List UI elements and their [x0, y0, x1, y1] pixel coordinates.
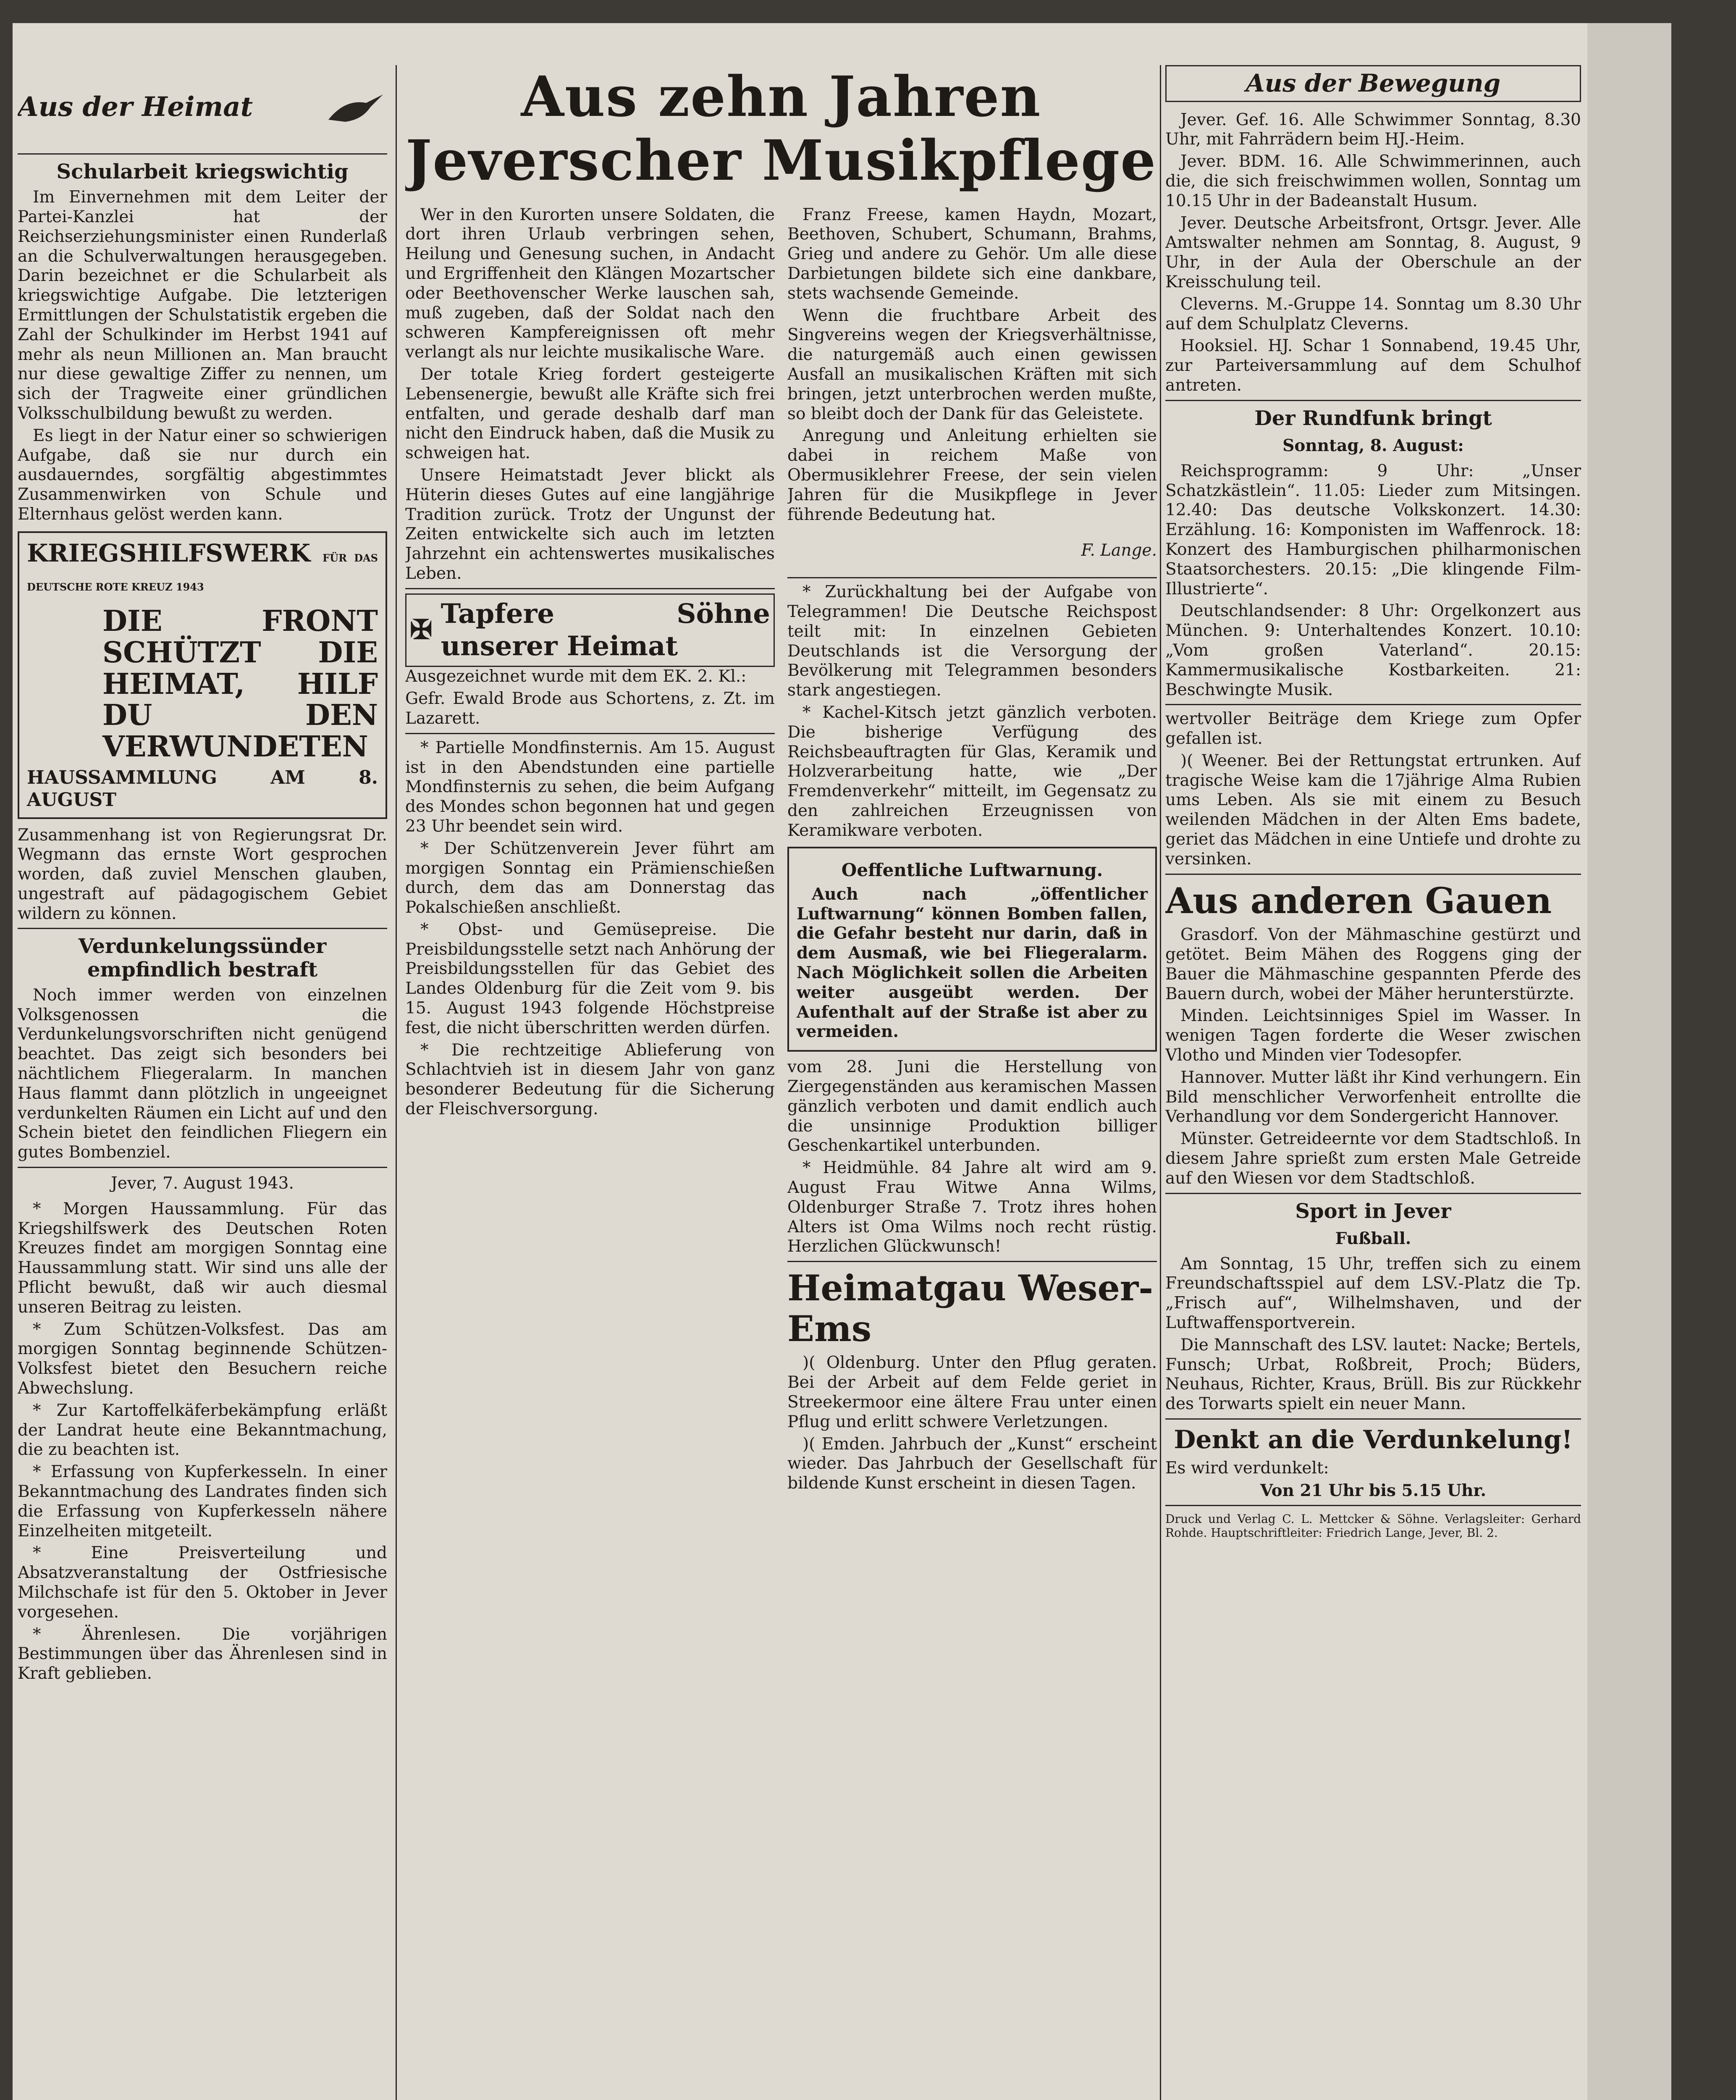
imprint: Druck und Verlag C. L. Mettcker & Söhne. Verlagsleiter: Gerhard Rohde. Hauptschriftleiter: Friedrich Lange, Jever, Bl. 2. [1165, 1512, 1581, 1540]
divider [1165, 1193, 1581, 1194]
ad-date: HAUSSAMMLUNG AM 8. AUGUST [27, 766, 378, 811]
news-item: Cleverns. M.-Gruppe 14. Sonntag um 8.30 Uhr auf dem Schulplatz Cleverns. [1165, 294, 1581, 333]
news-item: Am Sonntag, 15 Uhr, treffen sich zu einem Freundschaftsspiel auf dem LSV.-Platz die Tp. „Frisch auf“, Wilhelmshaven, und der Luftwaffensportverein. [1165, 1254, 1581, 1332]
newspaper-page [13, 23, 1671, 2100]
heimat-title: Aus der Heimat [18, 91, 253, 123]
article-paragraph: Im Einvernehmen mit dem Leiter der Partei-Kanzlei hat der Reichserziehungsminister einen Runderlaß an die Schulverwaltungen herausgegeben. Darin bezeichnet er die Schularbeit als kriegswichtige Aufgabe. Die letzterigen Ermittlungen der Schulstatistik ergeben die Zahl der Schulkinder im Herbst 1941 auf mehr als neun Millionen an. Man braucht nur diese gewaltige Ziffer zu nennen, um sich der Tragweite einer gründlichen Volksschulbildung bewußt zu werden. [18, 188, 387, 423]
news-item: * Ährenlesen. Die vorjährigen Bestimmungen über das Ährenlesen sind in Kraft geblieben. [18, 1625, 387, 1683]
iron-cross-icon: ✠ [410, 614, 433, 646]
news-item: * Partielle Mondfinsternis. Am 15. August ist in den Abendstunden eine partielle Mondfinsternis zu sehen, die beim Aufgang des Mondes schon begonnen hat und gegen 23 Uhr beendet sein wird. [405, 738, 775, 836]
luftwarnung-box [787, 847, 1157, 1052]
divider [787, 1261, 1157, 1262]
news-item: Jever. Gef. 16. Alle Schwimmer Sonntag, 8.30 Uhr, mit Fahrrädern beim HJ.-Heim. [1165, 110, 1581, 149]
headline-verdunkelung: Verdunkelungssünder empfindlich bestraft [78, 934, 327, 982]
headline-schularbeit: Schularbeit kriegswichtig [56, 160, 349, 184]
headline-sport: Sport in Jever [1295, 1199, 1451, 1223]
soehne-header [405, 593, 775, 667]
rundfunk-date: Sonntag, 8. August: [1282, 436, 1464, 455]
article-paragraph: Franz Freese, kamen Haydn, Mozart, Beethoven, Schubert, Schumann, Brahms, Grieg und andere zu Gehör. Um alle diese Darbietungen bildete sich eine dankbare, stets wachsende Gemeinde. [787, 205, 1157, 303]
article-paragraph: Unsere Heimatstadt Jever blickt als Hüterin dieses Gutes auf eine langjährige Tradition zurück. Trotz der Ungunst der Zeiten entwickelte sich auch im letzten Jahrzehnt ein achtenswertes musikalisches Leben. [405, 465, 775, 583]
news-item: * Zum Schützen-Volksfest. Das am morgigen Sonntag beginnende Schützen-Volksfest bietet den Besuchern reiche Abwechslung. [18, 1320, 387, 1398]
soehne-title: Tapfere Söhne unserer Heimat [441, 598, 770, 662]
luftwarnung-text: Auch nach „öffentlicher Luftwarnung“ können Bomben fallen, die Gefahr besteht nur darin, daß in dem Ausmaß, wie bei Fliegeralarm. Nach Möglichkeit sollen die Arbeiten weiter ausgeübt werden. Der Aufenthalt auf der Straße ist aber zu vermeiden. [797, 884, 1148, 1042]
news-item: * Zurückhaltung bei der Aufgabe von Telegrammen! Die Deutsche Reichspost teilt mit: In einzelnen Gebieten Deutschlands ist die Versorgung der Bevölkerung mit Telegrammen besonders stark angestiegen. [787, 583, 1157, 700]
notice-line: Es wird verdunkelt: [1165, 1458, 1329, 1478]
article-paragraph: vom 28. Juni die Herstellung von Ziergegenständen aus keramischen Massen gänzlich verboten und damit endlich auch die unsinnige Produktion billiger Geschenkartikel unterbunden. [787, 1058, 1157, 1155]
dateline: Jever, 7. August 1943. [111, 1174, 294, 1193]
subheadline-fussball: Fußball. [1335, 1228, 1411, 1248]
news-item: * Der Schützenverein Jever führt am morgigen Sonntag ein Prämienschießen durch, dem das am Donnerstag das Pokalschießen anschließt. [405, 839, 775, 917]
divider [1165, 704, 1581, 705]
divider [18, 928, 387, 929]
headline-verdunkelung-notice: Denkt an die Verdunkelung! [1174, 1425, 1573, 1454]
news-item: * Zur Kartoffelkäferbekämpfung erläßt der Landrat heute eine Bekanntmachung, die zu beachten ist. [18, 1401, 387, 1460]
ad-subtitle: FÜR DAS DEUTSCHE ROTE KREUZ 1943 [27, 551, 378, 593]
news-item: * Die rechtzeitige Ablieferung von Schlachtvieh ist in diesem Jahr von ganz besonderer Bedeutung für die Sicherung der Fleischversorgung. [405, 1040, 775, 1119]
bewegung-masthead: Aus der Bewegung [1165, 65, 1581, 102]
divider [18, 1167, 387, 1168]
headline-gauen: Aus anderen Gauen [1165, 879, 1552, 921]
news-item: Die Mannschaft des LSV. lautet: Nacke; Bertels, Funsch; Urbat, Roßbreit, Proch; Büders, Neuhaus, Richter, Kraus, Brüll. Bis zur Rückkehr des Torwarts spielt ein neuer Mann. [1165, 1335, 1581, 1414]
award-line: Ausgezeichnet wurde mit dem EK. 2. Kl.: [405, 667, 747, 686]
news-item: Hooksiel. HJ. Schar 1 Sonnabend, 19.45 Uhr, zur Parteiversammlung auf dem Schulhof antreten. [1165, 336, 1581, 395]
news-item: Jever. Deutsche Arbeitsfront, Ortsgr. Jever. Alle Amtswalter nehmen am Sonntag, 8. August, 9 Uhr, in der Aula der Oberschule an der Kreisschulung teil. [1165, 213, 1581, 291]
radio-listing: Reichsprogramm: 9 Uhr: „Unser Schatzkästlein“. 11.05: Lieder zum Mitsingen. 12.40: Das deutsche Volkskonzert. 14.30: Erzählung. 16: Komponisten im Waffenrock. 18: Konzert des Hamburgischen philharmonischen Staatsorchesters. 20.15: „Die klingende Film-Illustrierte“. [1165, 461, 1581, 598]
article-paragraph: Es liegt in der Natur einer so schwierigen Aufgabe, daß sie nur durch ein ausdauerndes, sorgfältig abgestimmtes Zusammenwirken von Schule und Elternhaus gelöst werden kann. [18, 426, 387, 524]
notice-line: Von 21 Uhr bis 5.15 Uhr. [1260, 1480, 1487, 1500]
center-subcolumn-left [405, 205, 775, 2100]
column-left [18, 65, 387, 2100]
heimat-masthead [18, 65, 387, 149]
news-item: * Eine Preisverteilung und Absatzveranstaltung der Ostfriesische Milchschafe ist für den 5. Oktober in Jever vorgesehen. [18, 1544, 387, 1622]
ad-title: KRIEGSHILFSWERK [27, 538, 311, 567]
divider [405, 733, 775, 734]
article-paragraph: Noch immer werden von einzelnen Volksgenossen die Verdunkelungsvorschriften nicht genügend beachtet. Das zeigt sich besonders bei nächtlichem Fliegeralarm. In manchen Haus flammt dann plötzlich in ungeeignet verdunkelten Räumen ein Licht auf und den Schein bietet den feindlichen Fliegern ein gutes Bombenziel. [18, 985, 387, 1162]
main-headline: Aus zehn Jahren Jeverscher Musikpflege [405, 65, 1157, 193]
divider [18, 153, 387, 155]
article-paragraph: Anregung und Anleitung erhielten sie dabei in reichem Maße von Obermusiklehrer Freese, der sein vielen Jahren für die Musikpflege in Jever führende Bedeutung hat. [787, 426, 1157, 524]
news-item: )( Oldenburg. Unter den Pflug geraten. Bei der Arbeit auf dem Felde geriet in Streekermoor eine ältere Frau unter einen Pflug und erlitt schwere Verletzungen. [787, 1353, 1157, 1431]
column-rule [1160, 65, 1161, 2100]
column-center [405, 65, 1157, 2100]
divider [787, 577, 1157, 578]
headline-rundfunk: Der Rundfunk bringt [1254, 406, 1492, 430]
ad-motto: DIE FRONT SCHÜTZT DIE HEIMAT, HILF DU DEN VERWUNDETEN [102, 604, 378, 764]
news-item: )( Emden. Jahrbuch der „Kunst“ erscheint wieder. Das Jahrbuch der Gesellschaft für bildende Kunst erscheint in diesen Tagen. [787, 1434, 1157, 1493]
news-item: Hannover. Mutter läßt ihr Kind verhungern. Ein Bild menschlicher Verworfenheit entrollte die Verhandlung vor dem Sondergericht Hannover. [1165, 1068, 1581, 1126]
news-item: * Erfassung von Kupferkesseln. In einer Bekanntmachung des Landrates finden sich die Erfassung von Kupferkesseln nähere Einzelheiten mitgeteilt. [18, 1462, 387, 1541]
center-subcolumn-right [787, 205, 1157, 2100]
news-item: * Morgen Haussammlung. Für das Kriegshilfswerk des Deutschen Roten Kreuzes findet am morgigen Sonntag eine Haussammlung statt. Wir sind uns alle der Pflicht bewußt, daß wir auch diesmal unseren Beitrag zu leisten. [18, 1199, 387, 1317]
radio-listing: Deutschlandsender: 8 Uhr: Orgelkonzert aus München. 9: Unterhaltendes Konzert. 10.10: „Vom großen Vaterland“. 20.15: Kammermusikalische Kostbarkeiten. 21: Beschwingte Musik. [1165, 601, 1581, 699]
headline-weserems: Heimatgau Weser-Ems [787, 1267, 1154, 1349]
news-item: Minden. Leichtsinniges Spiel im Wasser. In wenigen Tagen forderte die Weser zwischen Vlotho und Minden vier Todesopfer. [1165, 1006, 1581, 1065]
news-item: Jever. BDM. 16. Alle Schwimmerinnen, auch die, die sich freischwimmen wollen, Sonntag um 10.15 Uhr in der Badeanstalt Husum. [1165, 152, 1581, 210]
divider [1165, 874, 1581, 875]
news-item: * Heidmühle. 84 Jahre alt wird am 9. August Frau Witwe Anna Wilms, Oldenburger Straße 7. Trotz ihres hohen Alters ist Oma Wilms noch recht rüstig. Herzlichen Glückwunsch! [787, 1158, 1157, 1256]
article-paragraph: Zusammenhang ist von Regierungsrat Dr. Wegmann das ernste Wort gesprochen worden, daß zuviel Menschen glauben, ungestraft auf pädagogischem Gebiet wildern zu können. [18, 825, 387, 923]
news-item: * Obst- und Gemüsepreise. Die Preisbildungsstelle setzt nach Anhörung der Preisbildungsstellen für das Gebiet des Landes Oldenburg für die Zeit vom 9. bis 15. August 1943 folgende Höchstpreise fest, die nicht überschritten werden dürfen. [405, 920, 775, 1037]
news-item: * Kachel-Kitsch jetzt gänzlich verboten. Die bisherige Verfügung des Reichsbeauftragten für Glas, Keramik und Holzverarbeitung hatte, wie „Der Fremdenverkehr“ mitteilt, im Gegensatz zu den zahlreichen Erzeugnissen von Keramikware verboten. [787, 703, 1157, 840]
news-item: Grasdorf. Von der Mähmaschine gestürzt und getötet. Beim Mähen des Roggens ging der Bauer die Mähmaschine gespannten Pferde des Bauern durch, wobei der Mäher herunterstürzte. [1165, 925, 1581, 1003]
article-paragraph: wertvoller Beiträge dem Kriege zum Opfer gefallen ist. [1165, 709, 1581, 748]
divider [1165, 1505, 1581, 1506]
article-paragraph: Wer in den Kurorten unsere Soldaten, die dort ihren Urlaub verbringen sehen, Heilung und Genesung suchen, in Andacht und Ergriffenheit den Klängen Mozartscher oder Beethovenscher Werke lauschen sah, muß zugeben, daß der Soldat nach den schweren Kampfereignissen oft mehr verlangt als nur leichte musikalische Ware. [405, 205, 775, 362]
luftwarnung-title: Oeffentliche Luftwarnung. [841, 859, 1103, 880]
page-edge [1587, 23, 1671, 2100]
article-paragraph: Wenn die fruchtbare Arbeit des Singvereins wegen der Kriegsverhältnisse, die naturgemäß auch einen gewissen Ausfall an musikalischen Kräften mit sich bringen, jetzt unterbrochen werden mußte, so bleibt doch der Dank für das Geleistete. [787, 306, 1157, 423]
news-item: Münster. Getreideernte vor dem Stadtschloß. In diesem Jahre sprießt zum ersten Male Getreide auf den Wiesen vor dem Stadtschloß. [1165, 1129, 1581, 1188]
article-paragraph: Der totale Krieg fordert gesteigerte Lebensenergie, bewußt alle Kräfte sich frei entfalten, und gerade deshalb darf man nicht den Eindruck haben, daß die Musik zu schweigen hat. [405, 365, 775, 463]
column-right [1165, 65, 1581, 2100]
divider [1165, 400, 1581, 401]
column-rule [396, 65, 397, 2100]
kriegshilfswerk-ad [18, 531, 387, 819]
signature: F. Lange. [1081, 541, 1157, 560]
divider [1165, 1418, 1581, 1420]
news-item: )( Weener. Bei der Rettungstat ertrunken. Auf tragische Weise kam die 17jährige Alma Rubien ums Leben. Als sie mit einem zu Besuch weilenden Mädchen in der Alten Ems badete, geriet das Mädchen in eine Untiefe und drohte zu versinken. [1165, 751, 1581, 869]
divider [405, 588, 775, 589]
bird-icon [320, 82, 387, 132]
award-line: Gefr. Ewald Brode aus Schortens, z. Zt. im Lazarett. [405, 689, 775, 728]
